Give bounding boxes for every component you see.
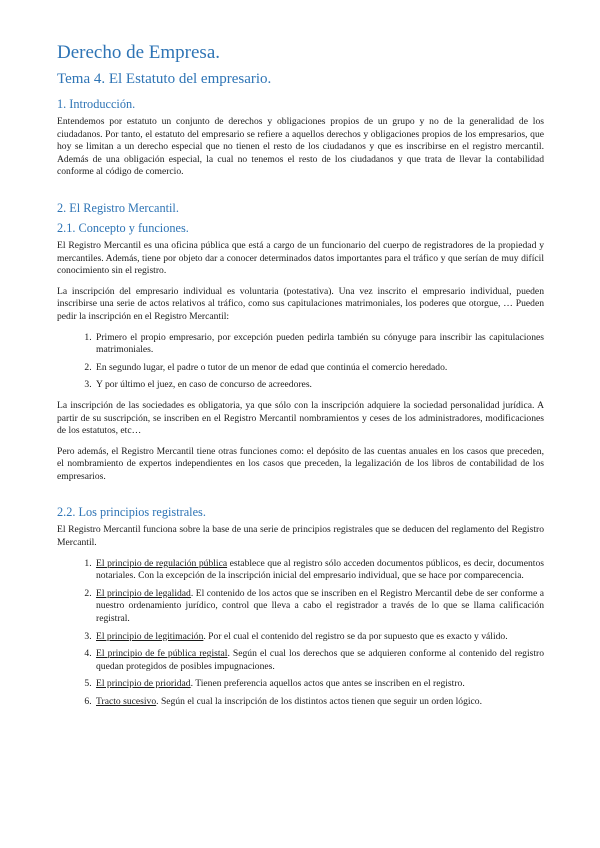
list-item: [94, 648, 544, 673]
document-title: Derecho de Empresa.: [57, 42, 221, 63]
list-item: 3. Y por último el juez, en caso de concurso de acreedores.: [94, 379, 544, 392]
list-item: 2. En segundo lugar, el padre o tutor de un menor de edad que continúa el comercio heredado.: [94, 362, 544, 375]
subsection-heading-principios: 2.2. Los principios registrales.: [57, 505, 206, 520]
paragraph-concepto-4: Pero además, el Registro Mercantil tiene otras funciones como: el depósito de las cuentas anuales en los casos que preceden, el nombramiento de expertos independientes en los casos que preceden, la legalización de los libros de contabilidad de los empresarios.: [57, 445, 544, 482]
paragraph-introduccion: Entendemos por estatuto un conjunto de derechos y obligaciones propios de un grupo y no de la generalidad de los ciudadanos. Por tanto, el estatuto del empresario se refiere a aquellos derechos y obligaciones propios de los empresarios, que hoy se limitan a un derecho especial que no tienen el resto de los ciudadanos y que es inscribirse en el registro mercantil. Además de una obligación especial, la cual no tenemos el resto de los ciudadanos y que trata de llevar la contabilidad conforme al código de comercio.: [57, 116, 544, 178]
paragraph-principios: El Registro Mercantil funciona sobre la base de una serie de principios registrales que se deducen del reglamento del Registro Mercantil.: [57, 524, 544, 549]
principle-term: El principio de legalidad: [96, 587, 191, 599]
list-item: [94, 558, 544, 583]
principle-term: El principio de prioridad: [96, 678, 191, 690]
principle-text: . Tienen preferencia aquellos actos que antes se inscriben en el registro.: [190, 678, 465, 690]
principle-term: El principio de fe pública registal: [96, 648, 228, 660]
principle-term: Tracto sucesivo: [96, 696, 157, 707]
list-principios: [57, 558, 544, 709]
section-heading-introduccion: 1. Introducción.: [57, 97, 136, 111]
list-item: [94, 631, 544, 644]
principle-term: El principio de regulación pública: [96, 557, 228, 569]
document-subtitle: Tema 4. El Estatuto del empresario.: [57, 71, 272, 87]
list-solicitantes: [57, 332, 544, 392]
spacer: [57, 187, 544, 200]
list-item: [94, 588, 544, 626]
section-heading-registro-mercantil: 2. El Registro Mercantil.: [57, 200, 179, 215]
principle-term: El principio de legitimación: [96, 630, 204, 642]
principle-text: . Según el cual la inscripción de los distintos actos tienen que seguir un orden lógico.: [156, 696, 482, 707]
list-item: 1. Primero el propio empresario, por excepción pueden pedirla también su cónyuge para inscribir las capitulaciones matrimoniales.: [94, 332, 544, 357]
spacer: [57, 491, 544, 504]
principle-text: . Por el cual el contenido del registro se da por supuesto que es exacto y válido.: [203, 630, 508, 642]
principle-text: establece que al registro sólo acceden documentos públicos, es decir, documentos notariales. Con la excepción de la inscripción inicial del empresario individual, que se hace por comparecencia.: [96, 557, 544, 582]
subsection-heading-concepto: 2.1. Concepto y funciones.: [57, 220, 189, 235]
list-item: [94, 678, 544, 691]
principle-text: . Según el cual los derechos que se adquieren conforme al contenido del registro quedan protegidos de posibles impugnaciones.: [96, 648, 545, 672]
paragraph-concepto-1: El Registro Mercantil es una oficina pública que está a cargo de un funcionario del cuerpo de registradores de la propiedad y mercantiles. Además, tiene por objeto dar a conocer determinados datos importantes para el tráfico y que serían de muy difícil conocimiento sin el registro.: [57, 239, 544, 277]
paragraph-concepto-2: La inscripción del empresario individual es voluntaria (potestativa). Una vez inscrito el empresario individual, pueden inscribirse una serie de actos relativos al tráfico, como sus capitulaciones matrimoniales, los poderes que otorgue, … Pueden pedir la inscripción en el Registro Mercantil:: [57, 285, 544, 322]
principle-text: . El contenido de los actos que se inscriben en el Registro Mercantil debe de ser conforme a nuestro ordenamiento jurídico, control que lleva a cabo el registrador a través de lo que se llama calificación registral.: [96, 587, 544, 625]
list-item: [94, 696, 544, 709]
paragraph-concepto-3: La inscripción de las sociedades es obligatoria, ya que sólo con la inscripción adquiere la sociedad personalidad jurídica. A partir de su suscripción, se inscriben en el Registro Mercantil nombramientos y ceses de los administradores, modificaciones de los estatutos, etc…: [57, 399, 544, 437]
